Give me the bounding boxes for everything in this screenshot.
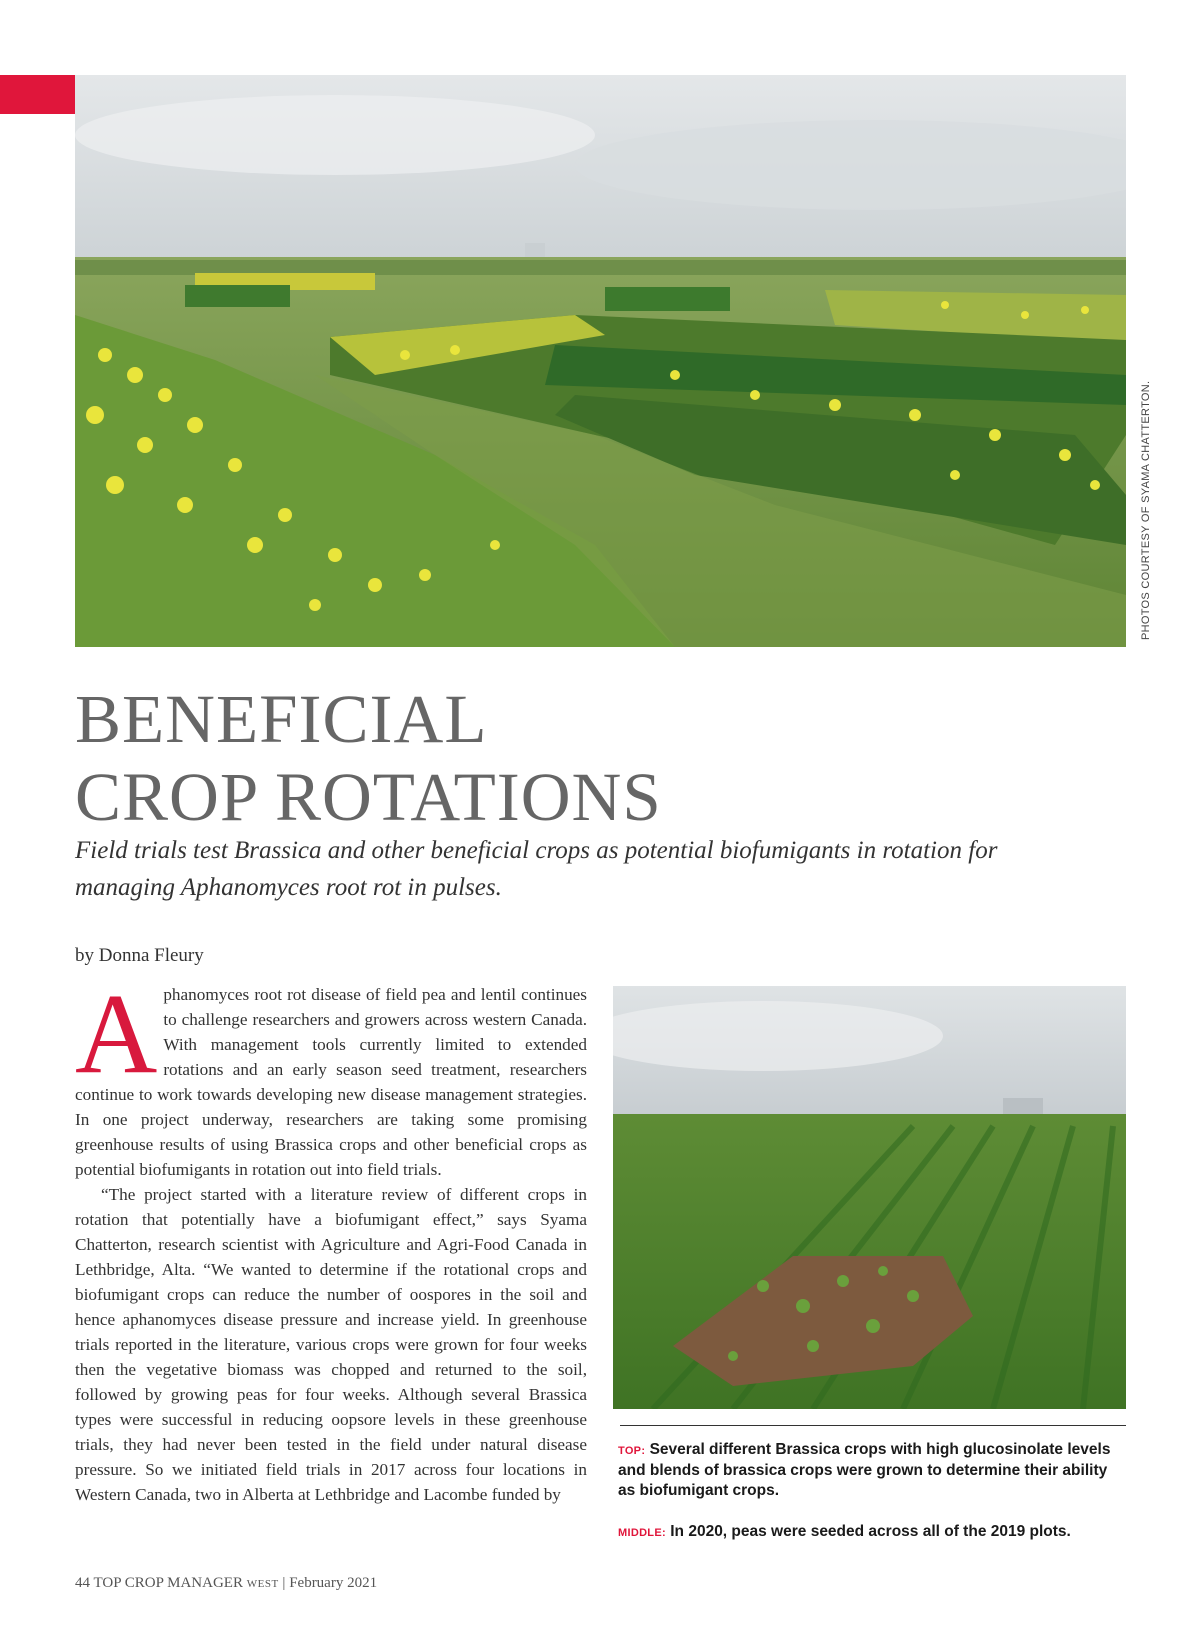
magazine-name: TOP CROP MANAGER xyxy=(93,1575,243,1591)
footer-separator: | xyxy=(282,1575,286,1591)
issue-date: February 2021 xyxy=(289,1575,378,1591)
caption-top-text: Several different Brassica crops with high glucosinolate levels and blends of brassica crops were grown to determine their ability as biofumigant crops. xyxy=(618,1441,1111,1499)
article-deck: Field trials test Brassica and other beneficial crops as potential biofumigants in rotation for managing Aphanomyces root rot in pulses. xyxy=(75,837,998,901)
caption-middle-label: MIDDLE: xyxy=(618,1527,666,1539)
photo-credit: PHOTOS COURTESY OF SYAMA CHATTERTON. xyxy=(1140,380,1152,640)
body-paragraph-1 xyxy=(75,970,587,1182)
byline: by Donna Fleury xyxy=(75,945,204,966)
body-paragraph-2: “The project started with a literature review of different crops in rotation that potentially have a biofumigant effect,” says Syama Chatterton, research scientist with Agriculture and Agri-Food Canada in Lethbridge, Alta. “We wanted to determine if the rotational crops and biofumigant crops can reduce the number of oospores in the soil and hence aphanomyces disease pressure and increase yield. In greenhouse trials reported in the literature, various crops were grown for four weeks then the vegetative biomass was chopped and returned to the soil, followed by growing peas for four weeks. Although several Brassica types were successful in reducing oopsore levels in these greenhouse trials, they had never been tested in the field under natural disease pressure. So we initiated field trials in 2017 across four locations in Western Canada, two in Alberta at Lethbridge and Lacombe funded by xyxy=(75,1185,587,1504)
article-body xyxy=(75,970,587,1507)
magazine-edition: WEST xyxy=(246,1578,279,1590)
article-title xyxy=(75,680,662,836)
caption-middle-text: In 2020, peas were seeded across all of the 2019 plots. xyxy=(670,1523,1071,1540)
title-line-2: CROP ROTATIONS xyxy=(75,759,662,835)
photo-captions xyxy=(618,1440,1128,1564)
photo-pea-field xyxy=(613,986,1126,1409)
caption-top xyxy=(618,1440,1128,1501)
page-number: 44 xyxy=(75,1575,90,1591)
body-paragraph-1-text: phanomyces root rot disease of field pea and lentil continues to challenge researchers and growers across western Canada. With management tools currently limited to extended rotations and an early season seed treatment, researchers continue to work towards developing new disease management strategies. In one project underway, researchers are taking some promising greenhouse results of using Brassica crops and other beneficial crops as potential biofumigants in rotation out into field trials. xyxy=(75,985,587,1179)
caption-middle xyxy=(618,1522,1128,1543)
page-footer xyxy=(75,1575,377,1592)
drop-cap: A xyxy=(75,970,158,1097)
caption-top-label: TOP: xyxy=(618,1445,646,1457)
caption-divider xyxy=(620,1425,1126,1426)
hero-photo-brassica-plots xyxy=(75,75,1126,647)
title-line-1: BENEFICIAL xyxy=(75,681,488,757)
